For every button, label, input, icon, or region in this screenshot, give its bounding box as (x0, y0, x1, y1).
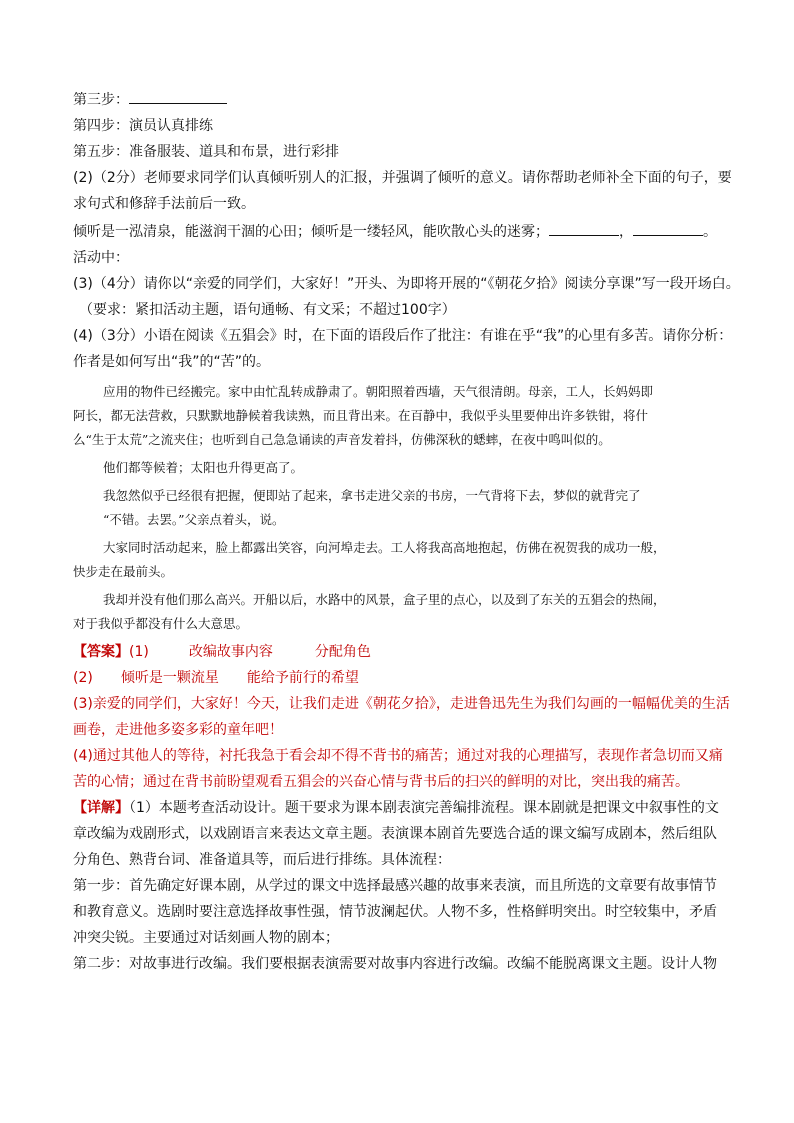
passage-line: 对于我似乎都没有什么大意思。 (73, 616, 249, 631)
question2-line3 (73, 220, 725, 242)
detail-line: 和教育意义。选剧时要注意选择故事性强，情节波澜起伏。人物不多，性格鲜明突出。时空较集中，矛盾 (73, 904, 717, 920)
detail-line: 第二步：对故事进行改编。我们要根据表演需要对故事内容进行改编。改编不能脱离课文主题。设计人物 (73, 956, 717, 972)
answer1-number: (1) (129, 644, 149, 660)
question4-line2: 作者是如何写出“我”的“苦”的。 (73, 354, 271, 370)
question3-line2: （要求：紧扣活动主题，语句通畅、有文采；不超过100字） (79, 302, 456, 318)
question3-line1: (3)（4分）请你以“亲爱的同学们，大家好！”开头、为即将开展的“《朝花夕拾》阅读分享课”写一段开场白。 (73, 276, 740, 292)
question2-line2: 求句式和修辞手法前后一致。 (73, 196, 255, 212)
answer-line1 (73, 642, 725, 662)
answer4-line2: 苦的心情；通过在背书前盼望观看五猖会的兴奋心情与背书后的扫兴的鲜明的对比，突出我的痛苦。 (73, 774, 689, 790)
passage-line: “不错。去罢。”父亲点着头，说。 (103, 512, 285, 527)
detail-line: 分角色、熟背台词、准备道具等，而后进行排练。具体流程： (73, 852, 451, 868)
passage-line: 阿长，都无法营救，只默默地静候着我读熟，而且背出来。在百静中，我似乎头里要伸出许多铁钳，将什 (73, 408, 649, 423)
answer-line2 (73, 668, 725, 688)
answer2-part2: 能给予前行的希望 (246, 670, 359, 686)
passage-line: 他们都等候着；太阳也升得更高了。 (103, 460, 304, 475)
step3-label: 第三步： (73, 92, 129, 108)
passage-block (73, 380, 725, 636)
step3-line (73, 88, 725, 110)
passage-line: 么“生于太荒”之流夹住；也听到自己急急诵读的声音发着抖，仿佛深秋的蟋蟀，在夜中鸣叫似的。 (73, 432, 611, 447)
passage-line: 我忽然似乎已经很有把握，便即站了起来，拿书走进父亲的书房，一气背将下去，梦似的就背完了 (103, 488, 641, 503)
question2-comma: ， (619, 224, 633, 240)
detail-line: 冲突尖锐。主要通过对话刻画人物的剧本； (73, 930, 339, 946)
question2-blank1[interactable] (549, 220, 619, 236)
detail-text: （1）本题考查活动设计。题干要求为课本剧表演完善编排流程。课本剧就是把课文中叙事性的文 (129, 800, 719, 816)
answer2-number: (2) (73, 670, 93, 686)
step5-line: 第五步：准备服装、道具和布景，进行彩排 (73, 144, 339, 160)
question2-line1: (2)（2分）老师要求同学们认真倾听别人的汇报，并强调了倾听的意义。请你帮助老师补全下面的句子，要 (73, 170, 732, 186)
answer2-part1: 倾听是一颗流星 (120, 670, 219, 686)
answer4-line1: (4)通过其他人的等待，衬托我急于看会却不得不背书的痛苦；通过对我的心理描写，表现作者急切而又痛 (73, 748, 723, 764)
activity-label: 活动中： (73, 250, 129, 266)
passage-line: 应用的物件已经搬完。家中由忙乱转成静肃了。朝阳照着西墙，天气很清朗。母亲，工人，长妈妈即 (103, 384, 654, 399)
step3-blank[interactable] (129, 88, 227, 104)
detail-line: 第一步：首先确定好课本剧，从学过的课文中选择最感兴趣的故事来表演，而且所选的文章要有故事情节 (73, 878, 717, 894)
answer-tag: 【答案】 (73, 644, 129, 660)
passage-line: 大家同时活动起来，脸上都露出笑容，向河埠走去。工人将我高高地抱起，仿佛在祝贺我的成功一般， (103, 540, 666, 555)
detail-line: 章改编为戏剧形式，以戏剧语言来表达文章主题。表演课本剧首先要选合适的课文编写成剧本，然后组队 (73, 826, 717, 842)
passage-line: 我却并没有他们那么高兴。开船以后，水路中的风景，盒子里的点心，以及到了东关的五猖会的热闹， (103, 592, 666, 607)
answer3-line1: (3)亲爱的同学们，大家好！今天，让我们走进《朝花夕拾》，走进鲁迅先生为我们勾画的一幅幅优美的生活 (73, 696, 730, 712)
detail-line1 (73, 798, 725, 818)
question2-blank2[interactable] (633, 220, 703, 236)
question2-sentence: 倾听是一泓清泉，能滋润干涸的心田；倾听是一缕轻风，能吹散心头的迷雾； (73, 224, 549, 240)
question2-period: 。 (703, 224, 717, 240)
document-page (73, 88, 740, 974)
question4-line1: (4)（3分）小语在阅读《五猖会》时，在下面的语段后作了批注：有谁在乎“我”的心里有多苦。请你分析： (73, 328, 733, 344)
passage-line: 快步走在最前头。 (73, 564, 174, 579)
answer1-part2: 分配角色 (314, 644, 371, 660)
step4-line: 第四步：演员认真排练 (73, 118, 213, 134)
answer1-part1: 改编故事内容 (188, 644, 273, 660)
detail-tag: 【详解】 (73, 800, 129, 816)
answer3-line2: 画卷，走进他多姿多彩的童年吧！ (73, 722, 283, 738)
